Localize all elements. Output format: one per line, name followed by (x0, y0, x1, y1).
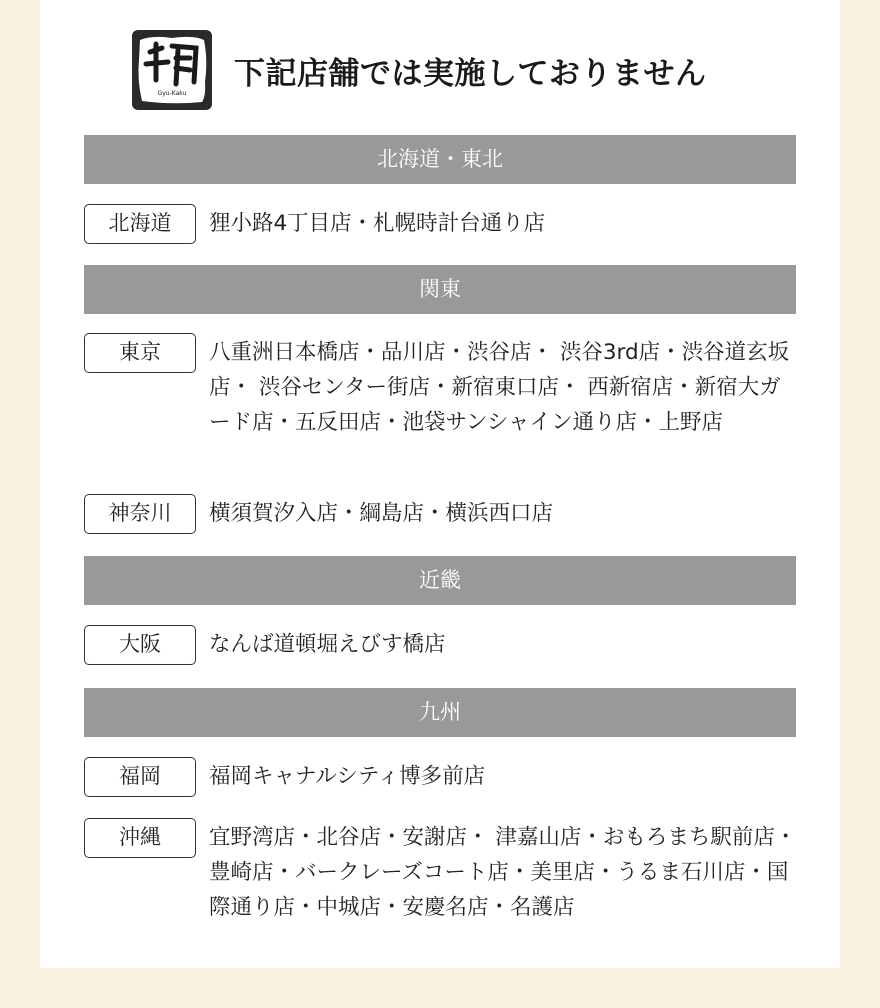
prefecture-row-tokyo (84, 333, 796, 473)
prefecture-label: 北海道 (84, 204, 196, 244)
region-band-kinki: 近畿 (84, 556, 796, 605)
gyukaku-logo-mark (132, 30, 212, 110)
store-list: なんば道頓堀えびす橋店 (209, 632, 446, 657)
store-list: 宜野湾店・北谷店・安謝店・ 津嘉山店・おもろまち駅前店・ 豊崎店・バークレーズコート店・美里店・うるま石川店・国際通り店・中城店・安慶名店・名護店 (209, 825, 797, 920)
prefecture-row-okinawa (84, 818, 796, 928)
prefecture-label: 沖縄 (84, 818, 196, 858)
prefecture-row-kanagawa (84, 494, 796, 534)
gyukaku-logo (132, 30, 212, 110)
region-band-kanto: 関東 (84, 265, 796, 314)
notice-header (132, 30, 707, 110)
store-list: 八重洲日本橋店・品川店・渋谷店・ 渋谷3rd店・渋谷道玄坂店・ 渋谷センター街店・新宿東口店・ 西新宿店・新宿大ガード店・五反田店・池袋サンシャイン通り店・上野店 (209, 340, 790, 435)
region-band-kyushu: 九州 (84, 688, 796, 737)
prefecture-label: 大阪 (84, 625, 196, 665)
notice-card (40, 0, 840, 968)
store-list: 狸小路4丁目店・札幌時計台通り店 (209, 211, 546, 236)
store-list: 福岡キャナルシティ博多前店 (209, 764, 486, 789)
region-band-hokkaido-tohoku: 北海道・東北 (84, 135, 796, 184)
logo-subtext: Gyu-Kaku (157, 90, 187, 97)
page-title: 下記店舗では実施しておりません (234, 55, 707, 92)
prefecture-label: 福岡 (84, 757, 196, 797)
store-list: 横須賀汐入店・綱島店・横浜西口店 (209, 501, 554, 526)
prefecture-row-fukuoka (84, 757, 796, 797)
prefecture-label: 東京 (84, 333, 196, 373)
prefecture-label: 神奈川 (84, 494, 196, 534)
prefecture-row-hokkaido (84, 204, 796, 244)
prefecture-row-osaka (84, 625, 796, 665)
